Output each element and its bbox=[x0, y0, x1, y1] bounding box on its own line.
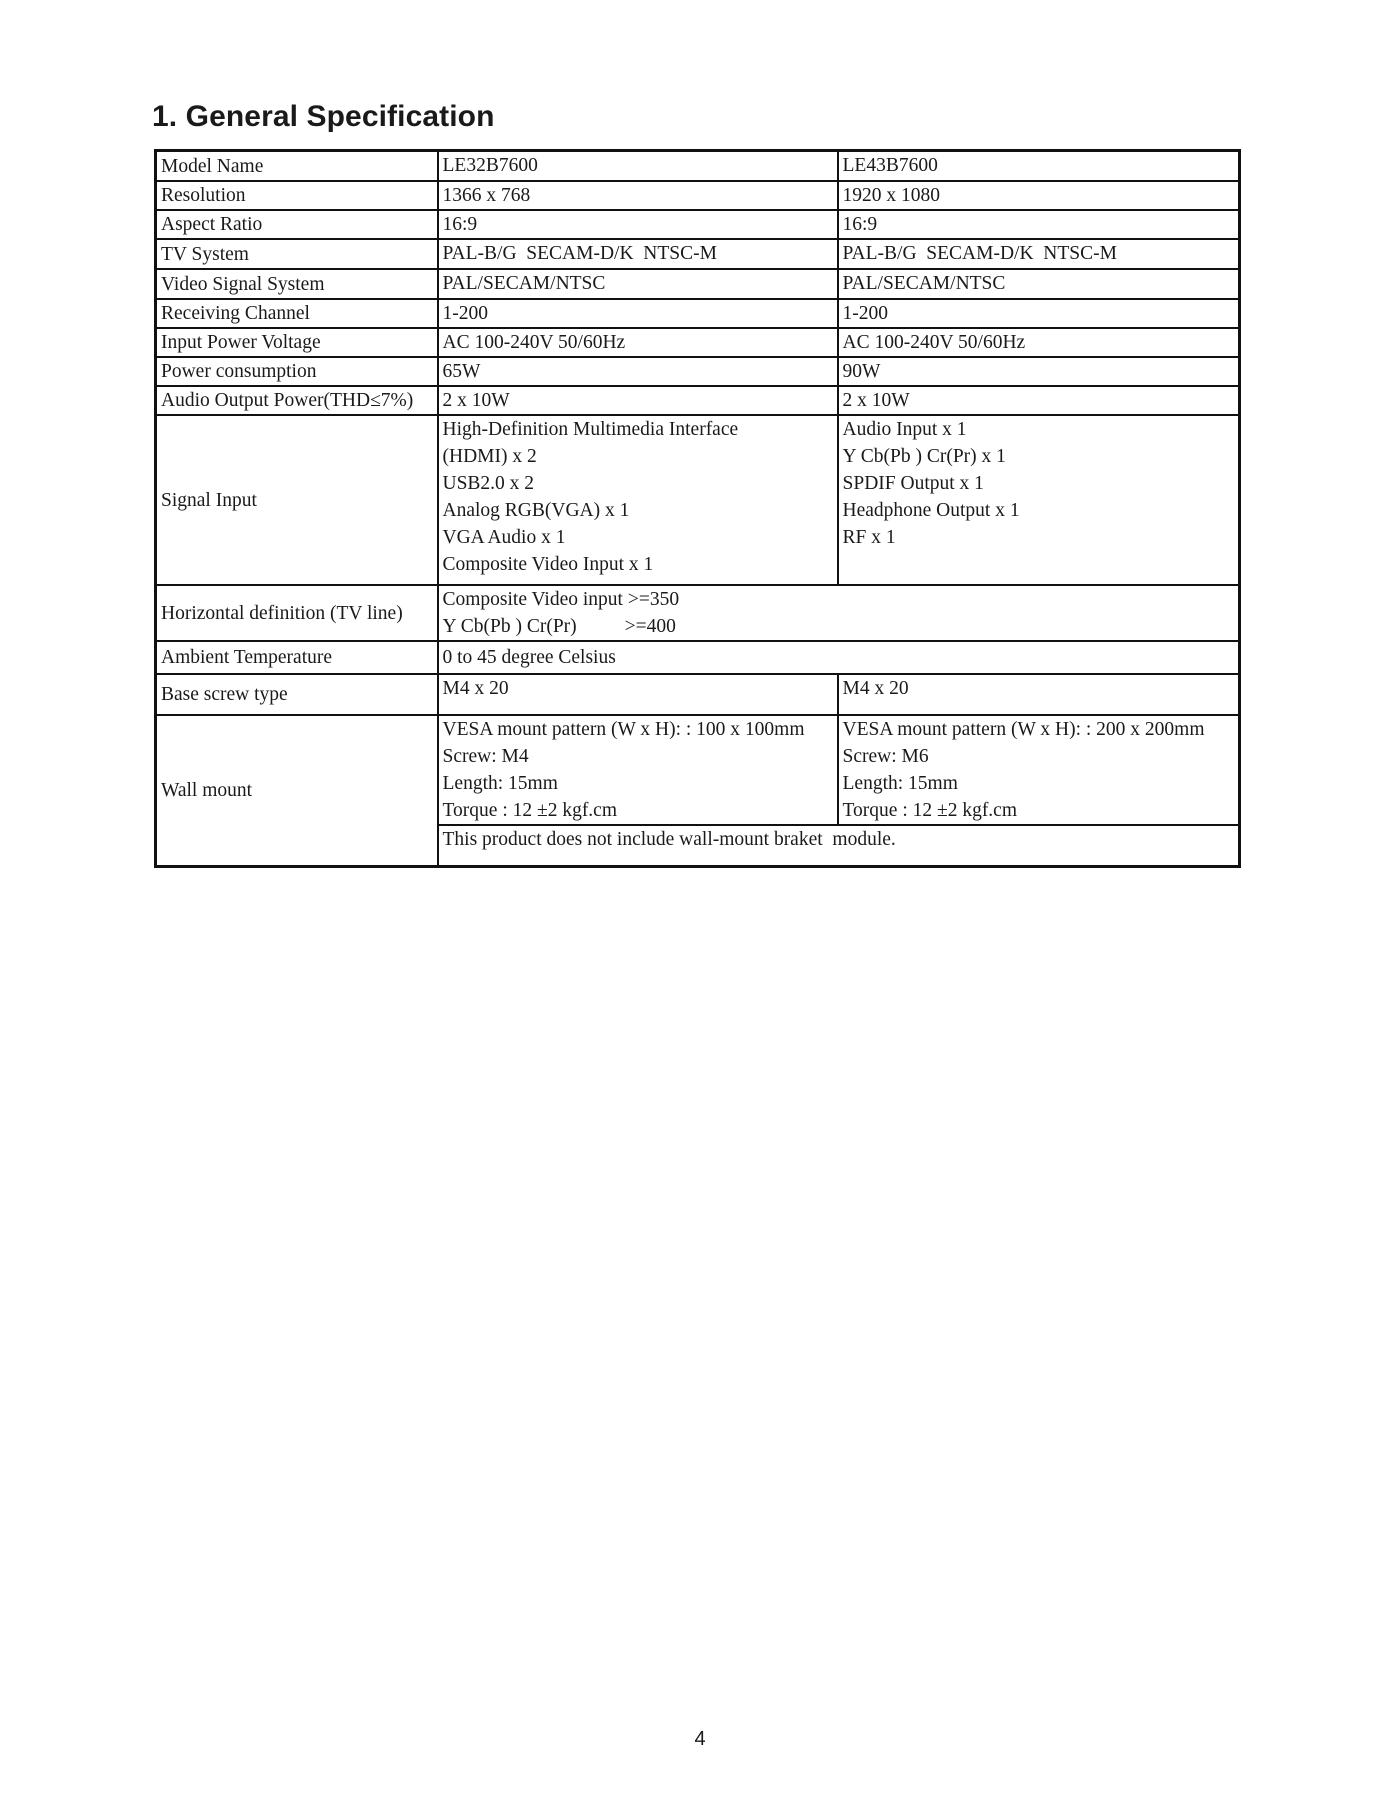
table-row bbox=[156, 357, 1240, 386]
cell-value: LE43B7600 bbox=[838, 151, 1240, 182]
table-row bbox=[156, 299, 1240, 328]
list-item: Audio Input x 1 bbox=[842, 419, 967, 440]
cell-value: 1920 x 1080 bbox=[838, 181, 1240, 210]
row-label: Power consumption bbox=[156, 357, 438, 386]
table-row-base-screw bbox=[156, 674, 1240, 715]
row-label: Video Signal System bbox=[156, 269, 438, 299]
list-item: Screw: M4 bbox=[442, 746, 529, 767]
cell-value: AC 100-240V 50/60Hz bbox=[438, 328, 838, 357]
row-label: Input Power Voltage bbox=[156, 328, 438, 357]
cell-value: 90W bbox=[838, 357, 1240, 386]
wall-mount-list-1 bbox=[438, 715, 838, 825]
hd-line2-right: >=400 bbox=[624, 616, 676, 637]
list-item: Screw: M6 bbox=[842, 746, 929, 767]
spec-table bbox=[154, 149, 1241, 868]
cell-value: PAL-B/G SECAM-D/K NTSC-M bbox=[438, 239, 838, 269]
row-label: Ambient Temperature bbox=[156, 641, 438, 674]
cell-value: AC 100-240V 50/60Hz bbox=[838, 328, 1240, 357]
table-row bbox=[156, 386, 1240, 415]
table-row bbox=[156, 151, 1240, 182]
horizontal-definition-value bbox=[438, 585, 1240, 641]
list-item: Length: 15mm bbox=[442, 773, 558, 794]
row-label: Horizontal definition (TV line) bbox=[156, 585, 438, 641]
page-title: 1. General Specification bbox=[152, 100, 495, 133]
cell-value: 0 to 45 degree Celsius bbox=[438, 641, 1240, 674]
table-row bbox=[156, 239, 1240, 269]
table-row-horizontal-definition bbox=[156, 585, 1240, 641]
row-label: Aspect Ratio bbox=[156, 210, 438, 239]
list-item: Length: 15mm bbox=[842, 773, 958, 794]
row-label: Audio Output Power(THD≤7%) bbox=[156, 386, 438, 415]
page-number: 4 bbox=[694, 1728, 706, 1750]
table-row bbox=[156, 328, 1240, 357]
cell-value: PAL-B/G SECAM-D/K NTSC-M bbox=[838, 239, 1240, 269]
row-label: Base screw type bbox=[156, 674, 438, 715]
list-item: Composite Video Input x 1 bbox=[442, 554, 654, 575]
signal-input-list-1 bbox=[438, 415, 838, 585]
wall-mount-note: This product does not include wall-mount braket module. bbox=[438, 825, 1240, 867]
cell-value: 1366 x 768 bbox=[438, 181, 838, 210]
cell-value: 16:9 bbox=[438, 210, 838, 239]
cell-value: M4 x 20 bbox=[438, 674, 838, 715]
table-row-wall-mount bbox=[156, 715, 1240, 825]
list-item: VESA mount pattern (W x H): : 200 x 200mm bbox=[842, 719, 1205, 740]
list-item: Headphone Output x 1 bbox=[842, 500, 1020, 521]
list-item: Composite Video input >=350 bbox=[442, 589, 680, 610]
cell-value: PAL/SECAM/NTSC bbox=[438, 269, 838, 299]
table-row bbox=[156, 210, 1240, 239]
table-row-signal-input bbox=[156, 415, 1240, 585]
list-item: USB2.0 x 2 bbox=[442, 473, 535, 494]
list-item: Torque : 12 ±2 kgf.cm bbox=[442, 800, 618, 821]
cell-value: 2 x 10W bbox=[438, 386, 838, 415]
list-item: (HDMI) x 2 bbox=[442, 446, 537, 467]
row-label: Resolution bbox=[156, 181, 438, 210]
list-item: SPDIF Output x 1 bbox=[842, 473, 984, 494]
cell-value: 65W bbox=[438, 357, 838, 386]
list-item bbox=[443, 613, 1235, 640]
list-item: High-Definition Multimedia Interface bbox=[442, 419, 739, 440]
cell-value: 2 x 10W bbox=[838, 386, 1240, 415]
row-label: Model Name bbox=[156, 151, 438, 182]
cell-value: 1-200 bbox=[438, 299, 838, 328]
list-item: VGA Audio x 1 bbox=[442, 527, 566, 548]
table-row-ambient-temperature bbox=[156, 641, 1240, 674]
cell-value: LE32B7600 bbox=[438, 151, 838, 182]
cell-value: 1-200 bbox=[838, 299, 1240, 328]
list-item: Y Cb(Pb ) Cr(Pr) x 1 bbox=[842, 446, 1006, 467]
cell-value: 16:9 bbox=[838, 210, 1240, 239]
list-item: VESA mount pattern (W x H): : 100 x 100mm bbox=[442, 719, 805, 740]
signal-input-list-2 bbox=[838, 415, 1240, 585]
list-item: RF x 1 bbox=[842, 527, 896, 548]
list-item: Analog RGB(VGA) x 1 bbox=[442, 500, 630, 521]
hd-line2-left: Y Cb(Pb ) Cr(Pr) bbox=[442, 616, 577, 637]
wall-mount-list-2 bbox=[838, 715, 1240, 825]
cell-value: M4 x 20 bbox=[838, 674, 1240, 715]
table-row bbox=[156, 269, 1240, 299]
row-label: Receiving Channel bbox=[156, 299, 438, 328]
row-label: Signal Input bbox=[156, 415, 438, 585]
cell-value: PAL/SECAM/NTSC bbox=[838, 269, 1240, 299]
row-label: Wall mount bbox=[156, 715, 438, 867]
table-row bbox=[156, 181, 1240, 210]
list-item: Torque : 12 ±2 kgf.cm bbox=[842, 800, 1018, 821]
row-label: TV System bbox=[156, 239, 438, 269]
